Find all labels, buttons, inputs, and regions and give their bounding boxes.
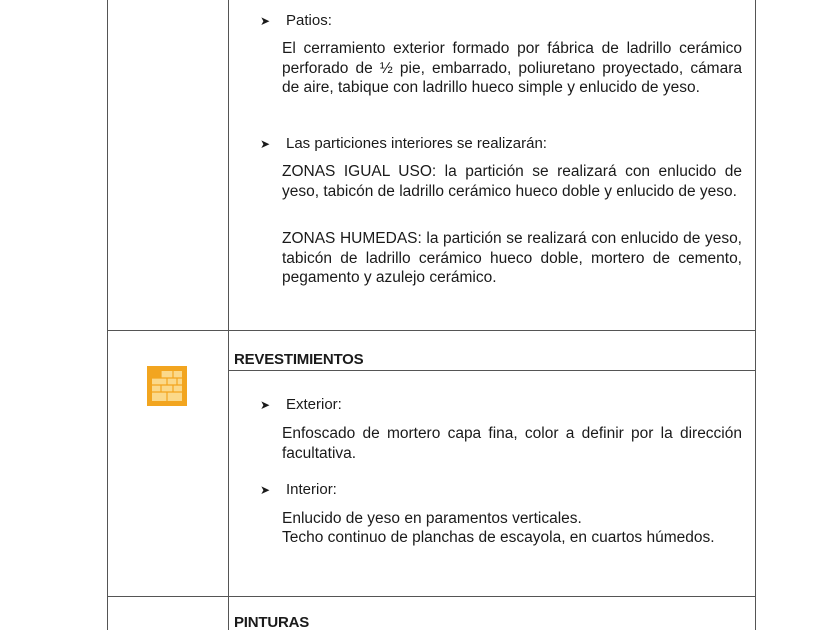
patios-text: El cerramiento exterior formado por fábrica de ladrillo cerámico perforado de ½ pie, embarrado, poliuretano proyectado, cámara de aire, tabique con ladrillo hueco simple y enlucido de yeso.: [282, 40, 742, 96]
table-column-divider: [228, 0, 229, 630]
brick-wall-icon: [147, 366, 187, 406]
particiones-humedas: ZONAS HUMEDAS: la partición se realizará con enlucido de yeso, tabicón de ladrillo cerámico hueco doble, mortero de cemento, pegamento y azulejo cerámico.: [282, 230, 742, 286]
table-left-border: [107, 0, 108, 630]
exterior-label: Exterior:: [286, 396, 342, 413]
particiones-igual-uso: ZONAS IGUAL USO: la partición se realizará con enlucido de yeso, tabicón de ladrillo cerámico hueco doble y enlucido de yeso.: [282, 163, 742, 200]
bullet-interior: [260, 481, 337, 499]
arrow-bullet-icon: ➤: [260, 483, 271, 497]
row-divider-2: [107, 596, 756, 597]
heading-underline-revestimientos: [228, 370, 756, 371]
bullet-patios: [260, 12, 332, 30]
row-divider-1: [107, 330, 756, 331]
particiones-label: Las particiones interiores se realizarán:: [286, 135, 547, 152]
arrow-bullet-icon: ➤: [260, 398, 271, 412]
pinturas-heading: PINTURAS: [234, 614, 310, 631]
table-right-border: [755, 0, 756, 630]
bullet-exterior: [260, 396, 342, 414]
interior-label: Interior:: [286, 481, 337, 498]
arrow-bullet-icon: ➤: [260, 14, 271, 28]
interior-text-2: Techo continuo de planchas de escayola, en cuartos húmedos.: [282, 529, 715, 546]
patios-label: Patios:: [286, 12, 332, 29]
revestimientos-heading: REVESTIMIENTOS: [234, 351, 364, 368]
exterior-text: Enfoscado de mortero capa fina, color a definir por la dirección facultativa.: [282, 425, 742, 462]
interior-text-1: Enlucido de yeso en paramentos verticales.: [282, 510, 582, 527]
bullet-particiones: [260, 135, 547, 153]
arrow-bullet-icon: ➤: [260, 137, 271, 151]
